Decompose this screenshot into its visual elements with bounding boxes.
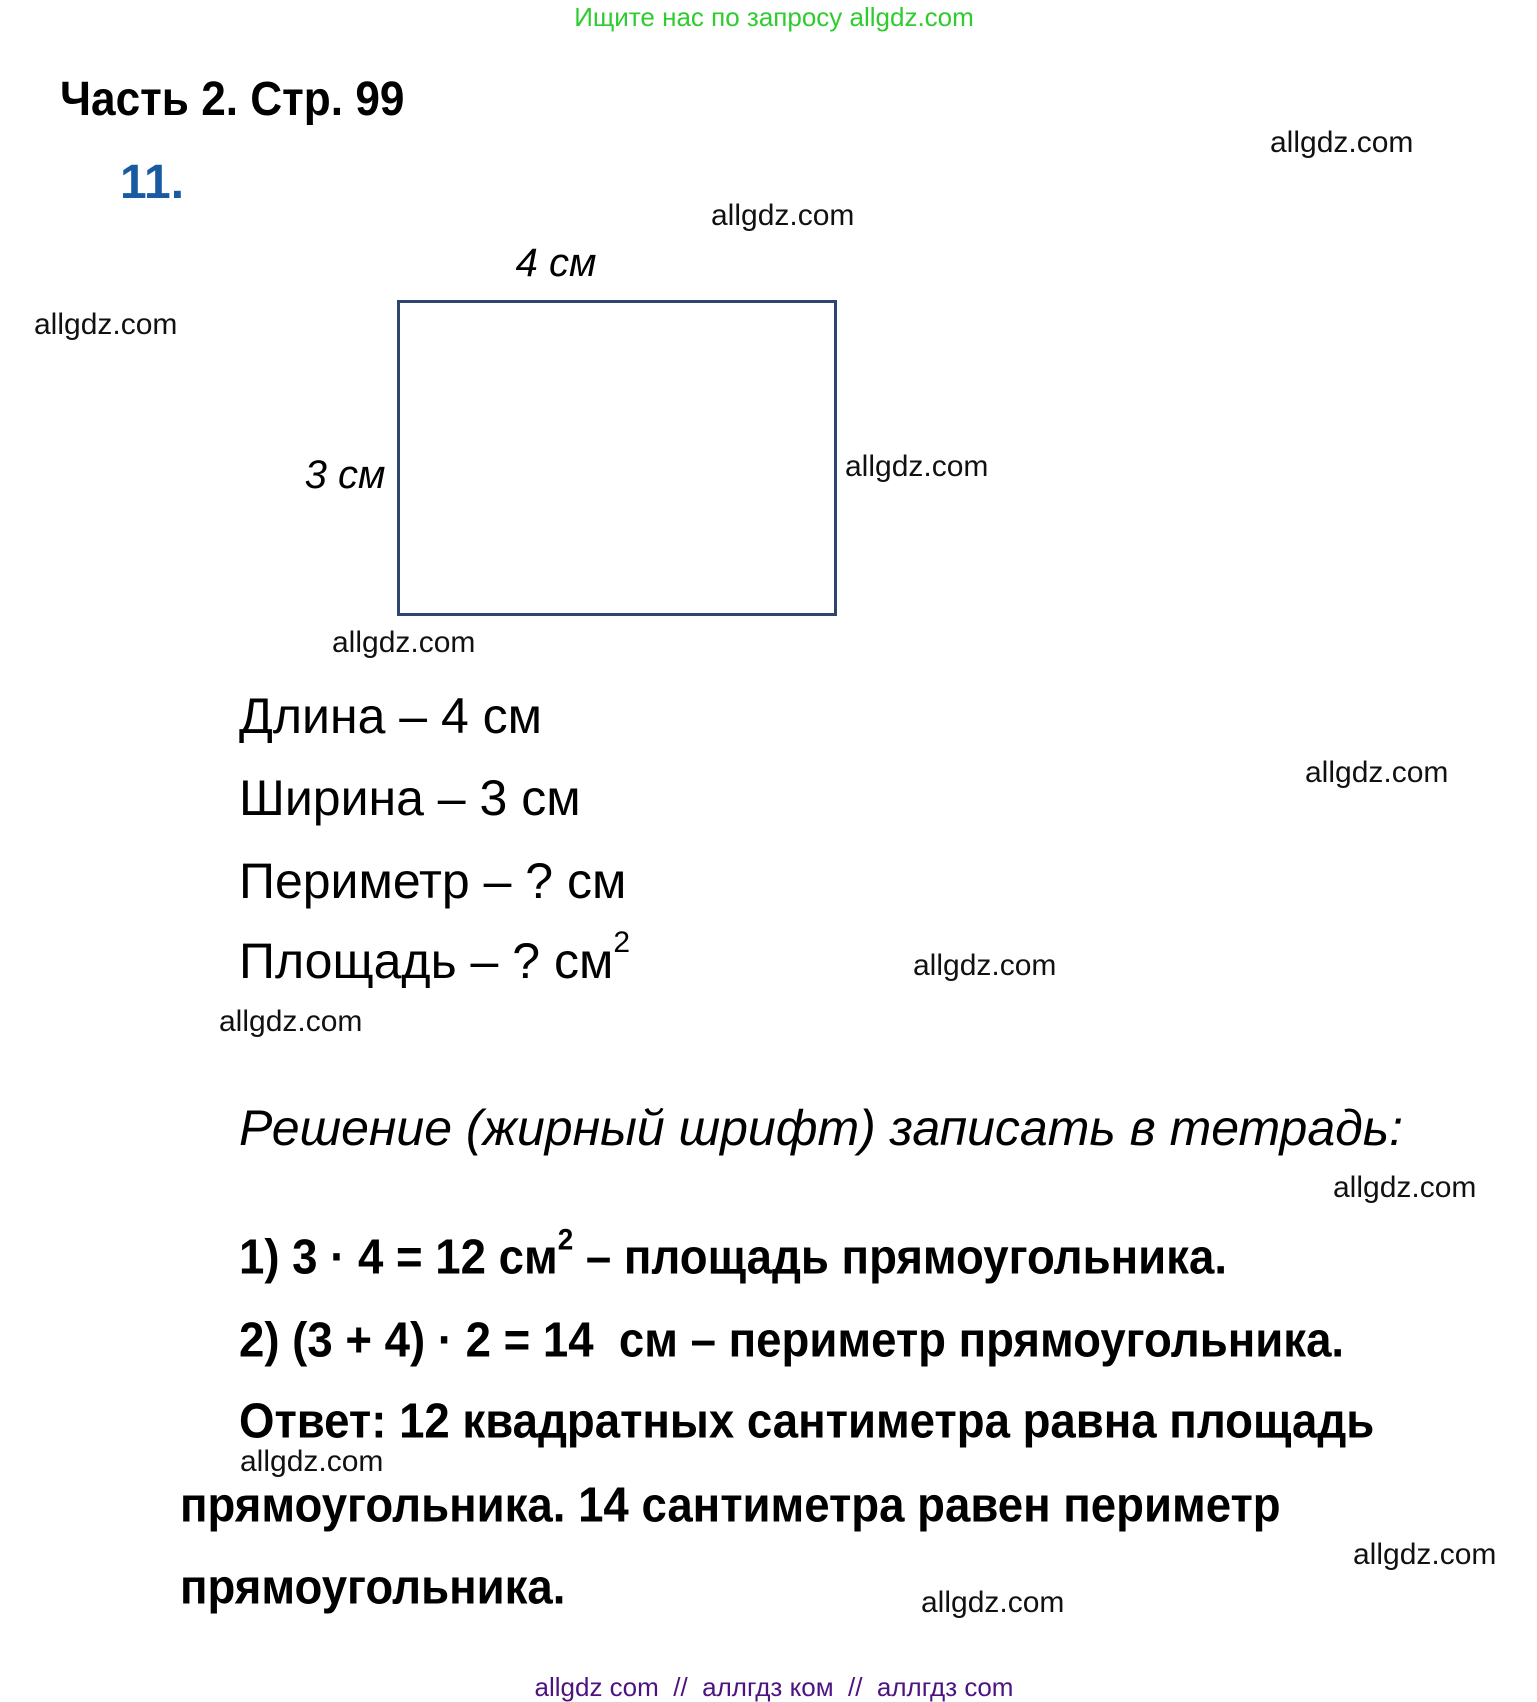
watermark: allgdz.com (913, 949, 1057, 982)
rect-length-label: 4 см (515, 241, 597, 285)
search-banner: Ищите нас по запросу allgdz.com (574, 2, 974, 32)
watermark: allgdz.com (711, 199, 855, 232)
watermark: allgdz.com (34, 308, 178, 341)
rectangle-figure (397, 300, 837, 616)
answer-line-3: прямоугольника. (180, 1560, 566, 1615)
footer-watermark: allgdz com // аллгдз ком // аллгдз com (534, 1672, 1014, 1702)
superscript: 2 (613, 926, 631, 959)
solution-step-2: 2) (3 + 4) · 2 = 14 см – периметр прямоугольника. (239, 1313, 1345, 1368)
watermark: allgdz.com (921, 1586, 1065, 1619)
superscript: 2 (557, 1223, 574, 1257)
solution-heading: Решение (жирный шрифт) записать в тетрадь: (239, 1100, 1403, 1156)
given-length: Длина – 4 см (239, 688, 543, 744)
watermark: allgdz.com (332, 626, 476, 659)
watermark: allgdz.com (1270, 126, 1414, 159)
watermark: allgdz.com (1353, 1538, 1497, 1571)
given-area-text: Площадь – ? см (239, 933, 614, 989)
step1-expression: 1) 3 · 4 = 12 см (239, 1230, 558, 1285)
watermark: allgdz.com (219, 1005, 363, 1038)
step1-description: – площадь прямоугольника. (573, 1230, 1227, 1285)
given-perimeter: Периметр – ? см (239, 853, 627, 909)
given-width: Ширина – 3 см (239, 770, 581, 826)
answer-line-1: Ответ: 12 квадратных сантиметра равна площадь (239, 1394, 1375, 1449)
task-number: 11. (120, 156, 185, 209)
answer-line-2: прямоугольника. 14 сантиметра равен периметр (180, 1478, 1281, 1533)
watermark: allgdz.com (845, 450, 989, 483)
watermark: allgdz.com (1305, 756, 1449, 789)
page-title: Часть 2. Стр. 99 (60, 73, 405, 126)
watermark: allgdz.com (240, 1445, 384, 1478)
watermark: allgdz.com (1333, 1171, 1477, 1204)
rect-width-label: 3 см (304, 453, 386, 497)
solution-step-1 (239, 1223, 1227, 1285)
given-area (239, 926, 631, 989)
